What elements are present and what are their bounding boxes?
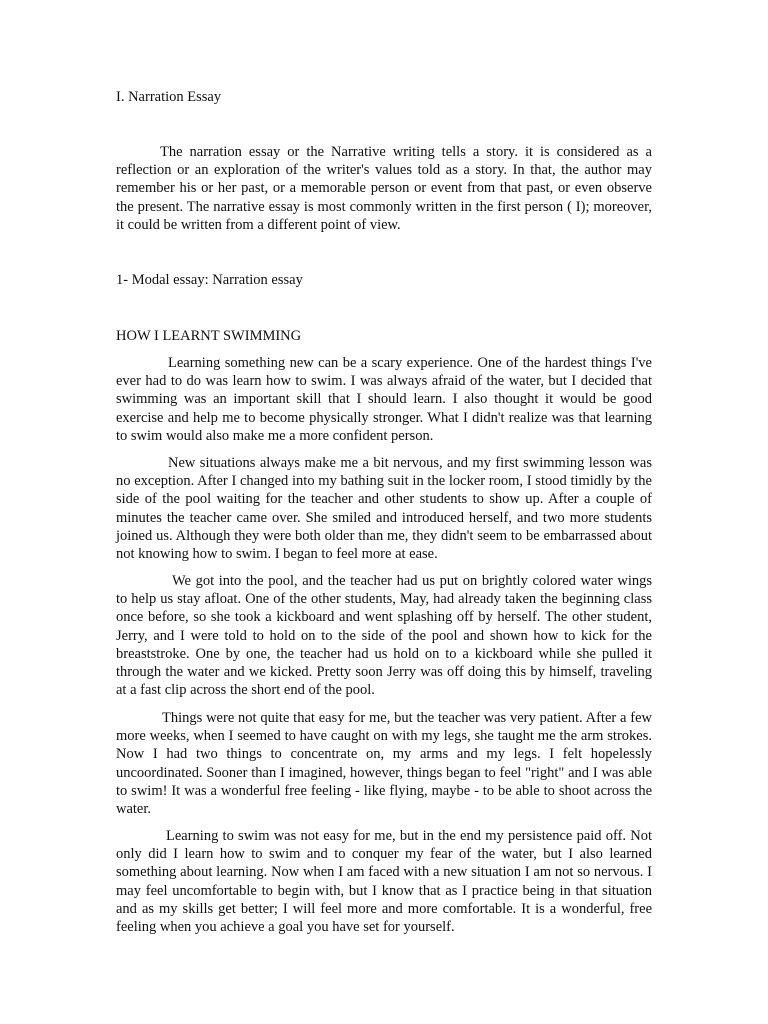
subsection-title: 1- Modal essay: Narration essay	[116, 272, 303, 288]
intro-paragraph: The narration essay or the Narrative writing tells a story. it is considered as a reflection or an exploration of the writer's values told as a story. In that, the author may remember his or her past, or a memorable person or event from that past, or even observe the present. The narrative essay is most commonly written in the first person ( I); moreover, it could be written from a different point of view.	[116, 144, 652, 233]
essay-paragraph-2: New situations always make me a bit nervous, and my first swimming lesson was no exception. After I changed into my bathing suit in the locker room, I stood timidly by the side of the pool waiting for the teacher and other students to show up. After a couple of minutes the teacher came over. She smiled and introduced herself, and two more students joined us. Although they were both older than me, they didn't seem to be embarrassed about not knowing how to swim. I began to feel more at ease.	[116, 455, 652, 563]
essay-paragraph-3: We got into the pool, and the teacher had us put on brightly colored water wings to help us stay afloat. One of the other students, May, had already taken the beginning class once before, so she took a kickboard and went splashing off by herself. The other student, Jerry, and I were told to hold on to the side of the pool and shown how to kick for the breaststroke. One by one, the teacher had us hold on to a kickboard while she pulled it through the water and we kicked. Pretty soon Jerry was off doing this by himself, traveling at a fast clip across the short end of the pool.	[116, 573, 652, 699]
section-title: I. Narration Essay	[116, 89, 222, 105]
essay-title: HOW I LEARNT SWIMMING	[116, 328, 302, 344]
essay-paragraph-4: Things were not quite that easy for me, but the teacher was very patient. After a few more weeks, when I seemed to have caught on with my legs, she taught me the arm strokes. Now I had two things to concentrate on, my arms and my legs. I felt hopelessly uncoordinated. Sooner than I imagined, however, things began to feel "right" and I was able to swim! It was a wonderful free feeling - like flying, maybe - to be able to shoot across the water.	[116, 710, 652, 818]
essay-paragraph-5: Learning to swim was not easy for me, but in the end my persistence paid off. Not only did I learn how to swim and to conquer my fear of the water, but I also learned something about learning. Now when I am faced with a new situation I am not so nervous. I may feel uncomfortable to begin with, but I know that as I practice being in that situation and as my skills get better; I will feel more and more comfortable. It is a wonderful, free feeling when you achieve a goal you have set for yourself.	[116, 828, 652, 936]
essay-paragraph-1: Learning something new can be a scary experience. One of the hardest things I've ever had to do was learn how to swim. I was always afraid of the water, but I decided that swimming was an important skill that I should learn. I also thought it would be good exercise and help me to become physically stronger. What I didn't realize was that learning to swim would also make me a more confident person.	[116, 355, 652, 444]
